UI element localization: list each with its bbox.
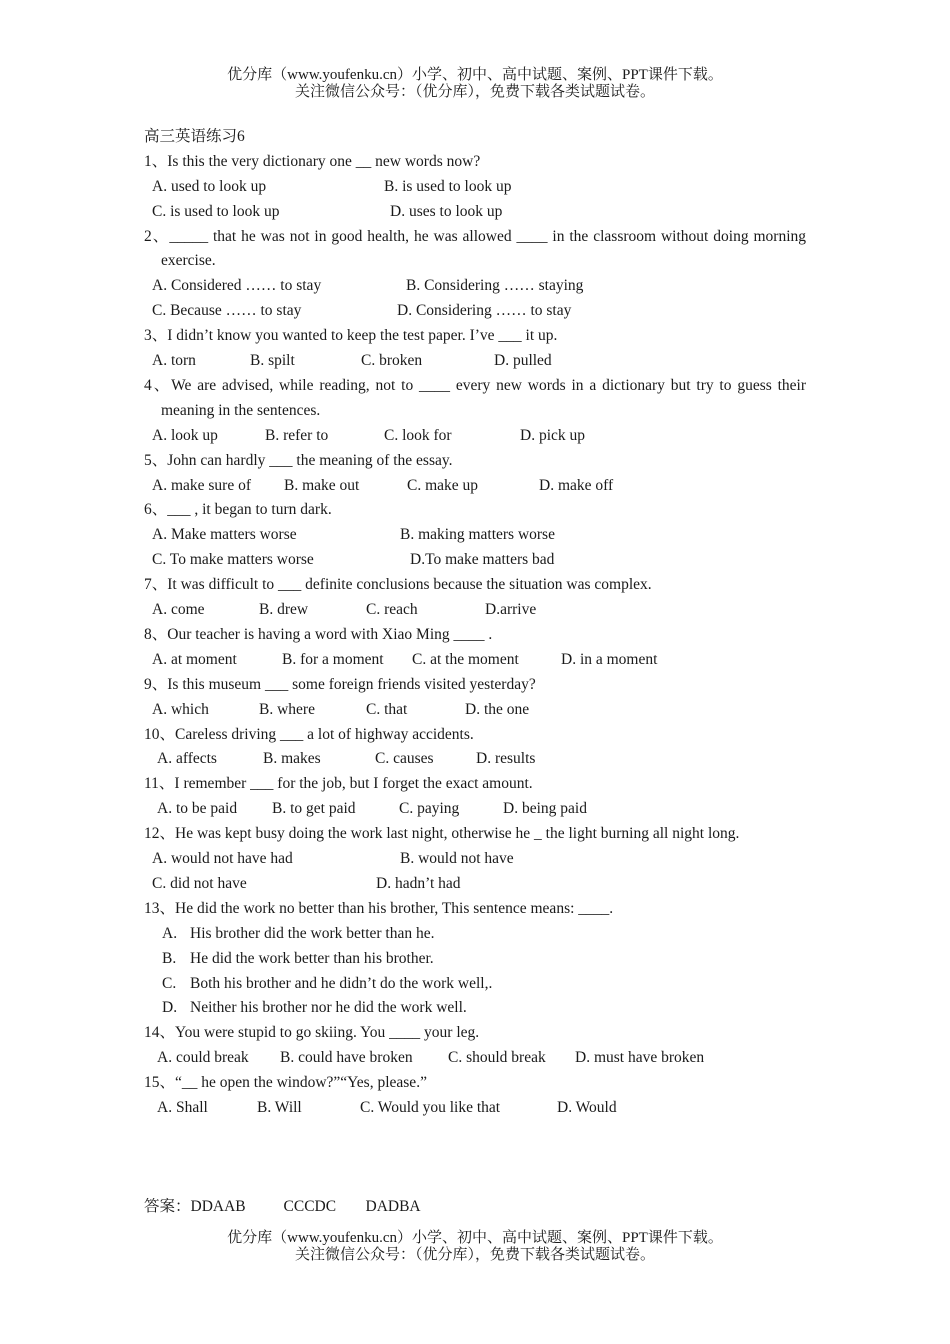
options-row — [144, 598, 806, 623]
option-row-c — [144, 972, 806, 997]
answer-label: 答案： — [144, 1198, 191, 1215]
option-c: C. paying — [399, 800, 460, 818]
option-text-d: Neither his brother nor he did the work well. — [190, 999, 467, 1017]
option-c: C. Because …… to stay — [152, 302, 302, 320]
options-row — [144, 474, 806, 499]
options-row — [144, 548, 806, 573]
option-a: A. Make matters worse — [152, 526, 297, 544]
page-footer — [0, 1230, 950, 1264]
option-a: A. to be paid — [157, 800, 238, 818]
option-c: C. is used to look up — [152, 202, 280, 220]
option-a: A. used to look up — [152, 177, 267, 195]
option-c: C. should break — [448, 1049, 546, 1067]
options-row — [144, 424, 806, 449]
option-d: D. hadn’t had — [376, 874, 461, 892]
page-title: 高三英语练习6 — [144, 128, 245, 145]
option-b: B. drew — [259, 601, 309, 619]
answer-group-2: CCCDC — [283, 1198, 337, 1215]
option-c: C. causes — [375, 750, 434, 768]
question-2: 2、_____ that he was not in good health, he was allowed ____ in the classroom without doing morning exercise. — [144, 227, 806, 270]
option-row-a — [144, 922, 806, 947]
option-c: C. reach — [366, 601, 418, 619]
question-5: 5、John can hardly ___ the meaning of the essay. — [144, 451, 453, 469]
option-b: B. make out — [284, 476, 360, 494]
option-b: B. refer to — [265, 426, 329, 444]
option-a: A. which — [152, 700, 209, 718]
options-row — [144, 349, 806, 374]
option-c: C. make up — [407, 476, 479, 494]
question-12: 12、He was kept busy doing the work last night, otherwise he _ the light burning all night long. — [144, 825, 740, 843]
header-line-2: 关注微信公众号：（优分库），免费下载各类试题试卷。 — [294, 84, 655, 100]
question-14: 14、You were stupid to go skiing. You ____ your leg. — [144, 1024, 480, 1042]
question-4: 4、We are advised, while reading, not to ____ every new words in a dictionary but try to guess their meaning in the sentences. — [144, 376, 806, 419]
options-row — [144, 200, 806, 225]
option-d: D. Considering …… to stay — [397, 302, 572, 320]
option-text-b: He did the work better than his brother. — [190, 949, 434, 967]
option-c: C. that — [366, 700, 408, 718]
option-b: B. would not have — [400, 850, 514, 868]
options-row — [144, 523, 806, 548]
option-a: A. make sure of — [152, 476, 251, 494]
option-a: A. would not have had — [152, 850, 293, 868]
option-letter-c: C. — [162, 974, 177, 992]
option-b: B. for a moment — [282, 650, 384, 668]
options-row — [144, 797, 806, 822]
options-row — [144, 847, 806, 872]
option-c: C. look for — [384, 426, 452, 444]
option-d: D. make off — [539, 476, 614, 494]
option-d: D. results — [476, 750, 536, 768]
options-row — [144, 175, 806, 200]
option-letter-b: B. — [162, 949, 177, 967]
option-b: B. to get paid — [272, 800, 356, 818]
question-7: 7、It was difficult to ___ definite conclusions because the situation was complex. — [144, 576, 652, 594]
option-c: C. did not have — [152, 874, 247, 892]
options-row — [144, 299, 806, 324]
option-text-a: His brother did the work better than he. — [190, 924, 435, 942]
option-a: A. Shall — [157, 1099, 208, 1116]
options-row — [144, 872, 806, 897]
options-row — [144, 698, 806, 723]
question-13: 13、He did the work no better than his brother, This sentence means: ____. — [144, 899, 614, 917]
options-row — [144, 1096, 806, 1121]
answer-key — [144, 1196, 421, 1218]
option-d: D. the one — [465, 700, 530, 718]
option-b: B. makes — [263, 750, 321, 768]
footer-line-2: 关注微信公众号：（优分库），免费下载各类试题试卷。 — [294, 1247, 655, 1263]
option-c: C. broken — [361, 352, 423, 370]
exercise-content — [144, 125, 806, 1121]
option-row-d — [144, 996, 806, 1021]
option-d: D. pick up — [520, 426, 586, 444]
option-text-c: Both his brother and he didn’t do the work well,. — [190, 974, 493, 992]
footer-line-1: 优分库（www.youfenku.cn）小学、初中、高中试题、案例、PPT课件下载。 — [227, 1230, 723, 1246]
option-d: D. in a moment — [561, 650, 658, 668]
options-row — [144, 274, 806, 299]
option-d: D. pulled — [494, 352, 552, 370]
question-11: 11、I remember ___ for the job, but I forget the exact amount. — [144, 775, 533, 793]
option-b: B. Considering …… staying — [406, 277, 584, 295]
option-a: A. at moment — [152, 650, 237, 668]
option-d: D. must have broken — [575, 1049, 705, 1067]
question-9: 9、Is this museum ___ some foreign friends visited yesterday? — [144, 675, 536, 693]
options-row — [144, 648, 806, 673]
option-row-b — [144, 947, 806, 972]
option-a: A. come — [152, 601, 205, 619]
option-c: C. Would you like that — [360, 1099, 501, 1116]
option-b: B. could have broken — [280, 1049, 413, 1067]
answer-group-1: DDAAB — [190, 1198, 246, 1215]
option-d: D. being paid — [503, 800, 587, 818]
question-15: 15、“__ he open the window?”“Yes, please.” — [144, 1074, 427, 1092]
option-a: A. could break — [157, 1049, 249, 1067]
option-a: A. look up — [152, 426, 218, 444]
page-header-top — [0, 67, 950, 101]
question-6: 6、___ , it began to turn dark. — [144, 501, 332, 519]
option-b: B. where — [259, 700, 315, 718]
option-letter-d: D. — [162, 999, 178, 1017]
question-8: 8、Our teacher is having a word with Xiao Ming ____ . — [144, 625, 493, 643]
option-a: A. affects — [157, 750, 217, 768]
option-d: D.arrive — [485, 601, 537, 619]
option-letter-a: A. — [162, 924, 178, 942]
header-line-1: 优分库（www.youfenku.cn）小学、初中、高中试题、案例、PPT课件下载。 — [227, 67, 723, 83]
options-row — [144, 1046, 806, 1071]
option-d: D. uses to look up — [390, 202, 503, 220]
options-row — [144, 747, 806, 772]
option-a: A. torn — [152, 352, 196, 370]
option-d: D.To make matters bad — [410, 551, 555, 569]
option-d: D. Would — [557, 1099, 617, 1116]
option-a: A. Considered …… to stay — [152, 277, 322, 295]
question-1: 1、Is this the very dictionary one __ new words now? — [144, 152, 481, 170]
option-b: B. is used to look up — [384, 177, 512, 195]
option-b: B. Will — [257, 1099, 302, 1116]
option-b: B. making matters worse — [400, 526, 555, 544]
answer-group-3: DADBA — [365, 1198, 421, 1215]
question-10: 10、Careless driving ___ a lot of highway accidents. — [144, 725, 474, 743]
question-3: 3、I didn’t know you wanted to keep the test paper. I’ve ___ it up. — [144, 327, 558, 345]
option-b: B. spilt — [250, 352, 295, 370]
option-c: C. To make matters worse — [152, 551, 314, 569]
option-c: C. at the moment — [412, 650, 519, 668]
